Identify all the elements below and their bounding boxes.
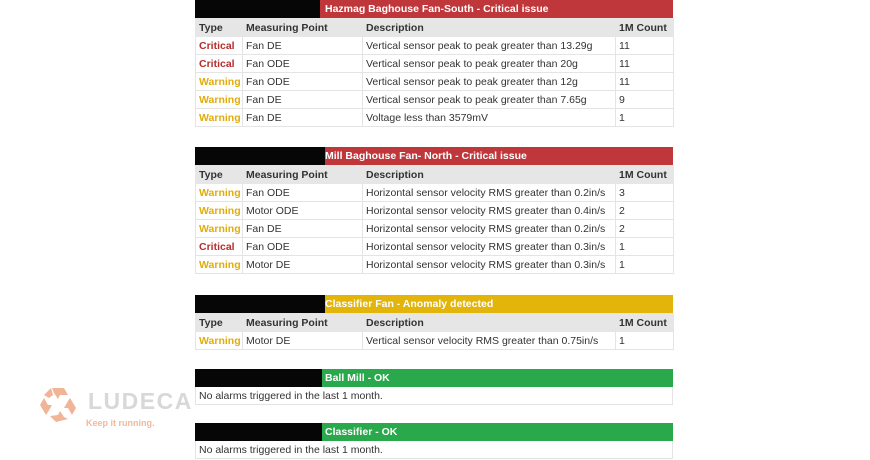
table-row	[196, 238, 674, 256]
logo-name: LUDECA	[88, 388, 193, 414]
measuring-point: Motor DE	[243, 256, 363, 274]
alarm-description: Vertical sensor peak to peak greater than 13.29g	[363, 37, 616, 55]
redacted-block	[195, 423, 322, 441]
status-bar-ok	[195, 369, 673, 387]
alarm-description: Horizontal sensor velocity RMS greater than 0.2in/s	[363, 220, 616, 238]
alarm-type: Critical	[196, 55, 243, 73]
table-row	[196, 202, 674, 220]
alarm-description: Vertical sensor peak to peak greater than 20g	[363, 55, 616, 73]
table-row	[196, 37, 674, 55]
measuring-point: Fan ODE	[243, 73, 363, 91]
alarm-count: 11	[616, 55, 674, 73]
alarm-type: Critical	[196, 238, 243, 256]
redacted-block	[195, 369, 322, 387]
header-measuring-point: Measuring Point	[243, 19, 363, 37]
status-bar-anomaly	[195, 295, 673, 313]
redacted-block	[195, 0, 320, 18]
measuring-point: Fan ODE	[243, 184, 363, 202]
alarm-count: 1	[616, 332, 674, 350]
ludeca-logo	[38, 382, 193, 432]
status-bar-ok	[195, 423, 673, 441]
section-title: Classifier Fan - Anomaly detected	[325, 298, 494, 310]
alarm-type: Warning	[196, 91, 243, 109]
alarm-type: Warning	[196, 220, 243, 238]
table-row	[196, 109, 674, 127]
alarm-description: Horizontal sensor velocity RMS greater than 0.3in/s	[363, 238, 616, 256]
section-hazmag-baghouse-fan-south	[195, 0, 673, 127]
no-alarms-message: No alarms triggered in the last 1 month.	[195, 387, 673, 405]
alarm-description: Vertical sensor velocity RMS greater than 0.75in/s	[363, 332, 616, 350]
table-row	[196, 332, 674, 350]
alarm-count: 1	[616, 238, 674, 256]
status-bar-critical	[195, 147, 673, 165]
alarm-description: Voltage less than 3579mV	[363, 109, 616, 127]
alarm-count: 9	[616, 91, 674, 109]
alarm-description: Horizontal sensor velocity RMS greater than 0.2in/s	[363, 184, 616, 202]
alarm-table	[195, 18, 674, 127]
header-measuring-point: Measuring Point	[243, 166, 363, 184]
alarm-count: 2	[616, 220, 674, 238]
alarm-count: 1	[616, 256, 674, 274]
measuring-point: Fan DE	[243, 37, 363, 55]
alarm-count: 11	[616, 73, 674, 91]
table-header-row	[196, 19, 674, 37]
alarm-type: Critical	[196, 37, 243, 55]
alarm-type: Warning	[196, 332, 243, 350]
header-description: Description	[363, 314, 616, 332]
alarm-description: Vertical sensor peak to peak greater than 7.65g	[363, 91, 616, 109]
section-ball-mill	[195, 369, 673, 405]
recycle-arrows-icon	[38, 385, 78, 425]
alarm-type: Warning	[196, 202, 243, 220]
header-description: Description	[363, 19, 616, 37]
section-classifier	[195, 423, 673, 459]
alarm-description: Horizontal sensor velocity RMS greater than 0.3in/s	[363, 256, 616, 274]
status-bar-critical	[195, 0, 673, 18]
header-description: Description	[363, 166, 616, 184]
section-title: Hazmag Baghouse Fan-South - Critical issue	[325, 3, 549, 15]
redacted-block	[195, 295, 325, 313]
measuring-point: Fan ODE	[243, 55, 363, 73]
alarm-table	[195, 313, 674, 350]
section-title: Classifier - OK	[325, 426, 398, 438]
header-type: Type	[196, 19, 243, 37]
measuring-point: Fan DE	[243, 220, 363, 238]
alarm-count: 3	[616, 184, 674, 202]
measuring-point: Fan ODE	[243, 238, 363, 256]
header-measuring-point: Measuring Point	[243, 314, 363, 332]
table-row	[196, 256, 674, 274]
table-row	[196, 55, 674, 73]
logo-tagline: Keep it running.	[86, 418, 155, 428]
header-count: 1M Count	[616, 19, 674, 37]
measuring-point: Fan DE	[243, 109, 363, 127]
table-row	[196, 73, 674, 91]
alarm-table	[195, 165, 674, 274]
measuring-point: Fan DE	[243, 91, 363, 109]
table-row	[196, 184, 674, 202]
header-type: Type	[196, 166, 243, 184]
no-alarms-message: No alarms triggered in the last 1 month.	[195, 441, 673, 459]
section-title: Ball Mill - OK	[325, 372, 390, 384]
section-classifier-fan	[195, 295, 673, 350]
table-header-row	[196, 314, 674, 332]
alarm-type: Warning	[196, 109, 243, 127]
alarm-description: Horizontal sensor velocity RMS greater than 0.4in/s	[363, 202, 616, 220]
section-mill-baghouse-fan-north	[195, 147, 673, 274]
section-title: Mill Baghouse Fan- North - Critical issue	[325, 150, 527, 162]
header-count: 1M Count	[616, 314, 674, 332]
alarm-type: Warning	[196, 184, 243, 202]
alarm-count: 1	[616, 109, 674, 127]
table-row	[196, 91, 674, 109]
redacted-block	[195, 147, 325, 165]
alarm-description: Vertical sensor peak to peak greater than 12g	[363, 73, 616, 91]
header-type: Type	[196, 314, 243, 332]
alarm-type: Warning	[196, 73, 243, 91]
table-header-row	[196, 166, 674, 184]
alarm-count: 2	[616, 202, 674, 220]
header-count: 1M Count	[616, 166, 674, 184]
table-row	[196, 220, 674, 238]
measuring-point: Motor ODE	[243, 202, 363, 220]
alarm-count: 11	[616, 37, 674, 55]
measuring-point: Motor DE	[243, 332, 363, 350]
alarm-type: Warning	[196, 256, 243, 274]
